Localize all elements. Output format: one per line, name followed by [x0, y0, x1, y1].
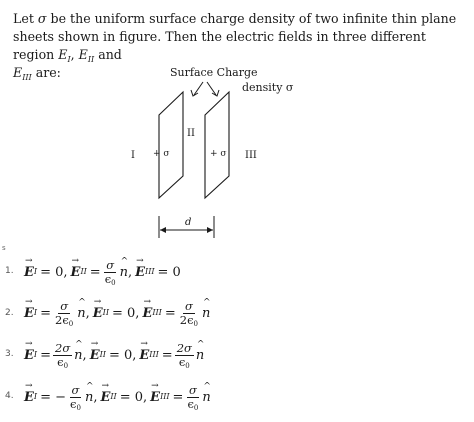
option-expression: → E I = $\frac{2\sigma}{\epsilon_0}$ ^ n , → E II = 0, → E III = $\frac{2\sigma}{\epsilon_0}$ ^ n — [24, 334, 204, 376]
sheet2-charge-label: + σ — [210, 149, 227, 159]
sigma-symbol: σ — [37, 11, 47, 26]
sheet-1 — [159, 92, 183, 198]
option-expression: → E I = 0, → E II = $\frac{\sigma}{\epsilon_0}$ ^ n , → E III = 0 — [24, 252, 181, 292]
region-label-II: II — [187, 128, 195, 139]
region-label-I: I — [131, 150, 135, 161]
arrow-to-sheet2 — [207, 82, 216, 95]
sheet1-charge-label: + σ — [153, 149, 170, 159]
distance-arrowhead-left — [160, 227, 166, 233]
region-label-III: III — [245, 150, 257, 161]
option-1[interactable] — [0, 252, 474, 292]
option-number: 2. — [5, 308, 14, 318]
option-3[interactable] — [0, 334, 474, 374]
option-number: 3. — [5, 349, 14, 359]
side-mark: s — [2, 244, 6, 252]
density-label: density σ — [242, 81, 294, 94]
question-text: Let σ be the uniform surface charge density of two infinite thin plane sheets shown in figure. Then the electric fields in three different region $E_I$, $E_{II}$ and $E_{III}$ are: — [13, 11, 457, 82]
option-number: 1. — [5, 266, 14, 276]
option-expression: → E I = $\frac{\sigma}{2\epsilon_0}$ ^ n , → E II = 0, → E III = $\frac{\sigma}{2\epsilon_0}$ ^ n — [24, 292, 210, 334]
surface-charge-label: Surface Charge — [170, 66, 258, 79]
sheet-2 — [205, 92, 229, 198]
distance-arrowhead-right — [207, 227, 213, 233]
option-number: 4. — [5, 391, 14, 401]
distance-label: d — [185, 217, 192, 228]
arrow-to-sheet1 — [194, 82, 203, 95]
option-4[interactable] — [0, 376, 474, 416]
option-expression: → E I = − $\frac{\sigma}{\epsilon_0}$ ^ n , → E II = 0, → E III = $\frac{\sigma}{\epsilon_0}$ ^ n — [24, 376, 211, 418]
option-2[interactable] — [0, 292, 474, 332]
